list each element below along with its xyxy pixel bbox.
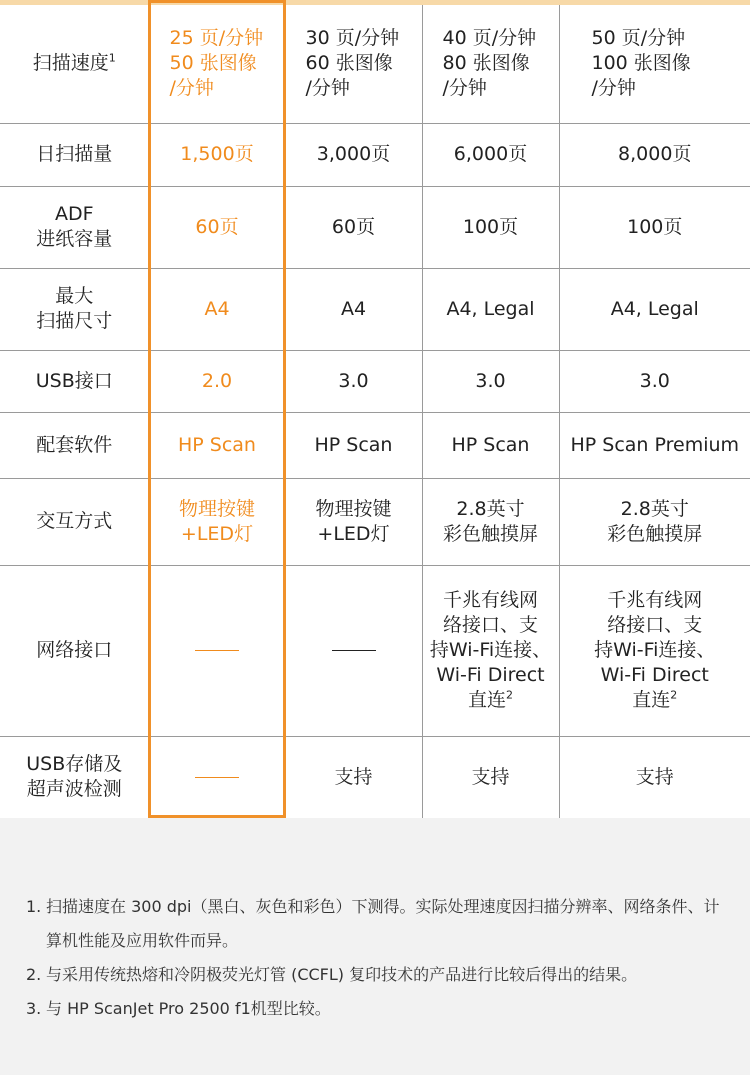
cell-model-4: 2.8英寸 彩色触摸屏 [559,478,750,565]
cell-model-3: 支持 [422,736,559,818]
row-label: USB接口 [0,350,149,412]
cell-model-2: 3.0 [285,350,422,412]
footnotes-list [26,890,726,1026]
cell-model-2: 物理按键 +LED灯 [285,478,422,565]
table-row-software [0,412,750,478]
row-label: 日扫描量 [0,123,149,186]
cell-model-1: 1,500页 [149,123,285,186]
cell-model-1: 60页 [149,186,285,268]
cell-model-2: 60页 [285,186,422,268]
row-label: 扫描速度$^1$ [0,5,149,123]
footnote-item: 1. 扫描速度在 300 dpi（黑白、灰色和彩色）下测得。实际处理速度因扫描分辨率、网络条件、计算机性能及应用软件而异。 [26,897,720,950]
cell-model-4: 支持 [559,736,750,818]
cell-model-3: 6,000页 [422,123,559,186]
not-available-dash [195,777,239,778]
cell-model-1: 25 页/分钟 50 张图像 /分钟 [149,5,285,123]
cell-model-1 [149,736,285,818]
cell-model-3: 2.8英寸 彩色触摸屏 [422,478,559,565]
cell-model-2: HP Scan [285,412,422,478]
cell-model-3: 千兆有线网 络接口、支 持Wi-Fi连接、 Wi-Fi Direct 直连$^2$ [422,565,559,736]
cell-model-4: 千兆有线网 络接口、支 持Wi-Fi连接、 Wi-Fi Direct 直连$^2$ [559,565,750,736]
cell-model-3: A4, Legal [422,268,559,350]
cell-model-3: 40 页/分钟 80 张图像 /分钟 [422,5,559,123]
table-row-usb-storage [0,736,750,818]
row-label: USB存储及 超声波检测 [0,736,149,818]
cell-model-1: HP Scan [149,412,285,478]
table-row-adf-capacity [0,186,750,268]
cell-model-2: 3,000页 [285,123,422,186]
row-label: ADF 进纸容量 [0,186,149,268]
cell-model-1: 物理按键 +LED灯 [149,478,285,565]
spec-comparison-table [0,5,750,819]
cell-model-1: 2.0 [149,350,285,412]
table-row-daily-volume [0,123,750,186]
cell-model-3: 100页 [422,186,559,268]
cell-model-2: 支持 [285,736,422,818]
cell-model-4: A4, Legal [559,268,750,350]
table-row-network [0,565,750,736]
footnote-item: 2. 与采用传统热熔和冷阴极荧光灯管 (CCFL) 复印技术的产品进行比较后得出的结果。 [26,965,638,984]
cell-model-1 [149,565,285,736]
cell-model-2: 30 页/分钟 60 张图像 /分钟 [285,5,422,123]
cell-model-3: 3.0 [422,350,559,412]
row-label: 最大 扫描尺寸 [0,268,149,350]
table-row-scan-speed [0,5,750,123]
cell-model-3: HP Scan [422,412,559,478]
cell-model-4: 8,000页 [559,123,750,186]
table-row-interaction [0,478,750,565]
not-available-dash [195,650,239,651]
row-label: 网络接口 [0,565,149,736]
cell-model-2: A4 [285,268,422,350]
row-label: 配套软件 [0,412,149,478]
not-available-dash [332,650,376,651]
cell-model-4: HP Scan Premium [559,412,750,478]
table-row-usb-interface [0,350,750,412]
cell-model-4: 3.0 [559,350,750,412]
footnote-item: 3. 与 HP ScanJet Pro 2500 f1机型比较。 [26,999,331,1018]
cell-model-4: 50 页/分钟 100 张图像 /分钟 [559,5,750,123]
table-row-max-size [0,268,750,350]
cell-model-1: A4 [149,268,285,350]
cell-model-2 [285,565,422,736]
footnotes-panel [0,818,750,1075]
row-label: 交互方式 [0,478,149,565]
cell-model-4: 100页 [559,186,750,268]
